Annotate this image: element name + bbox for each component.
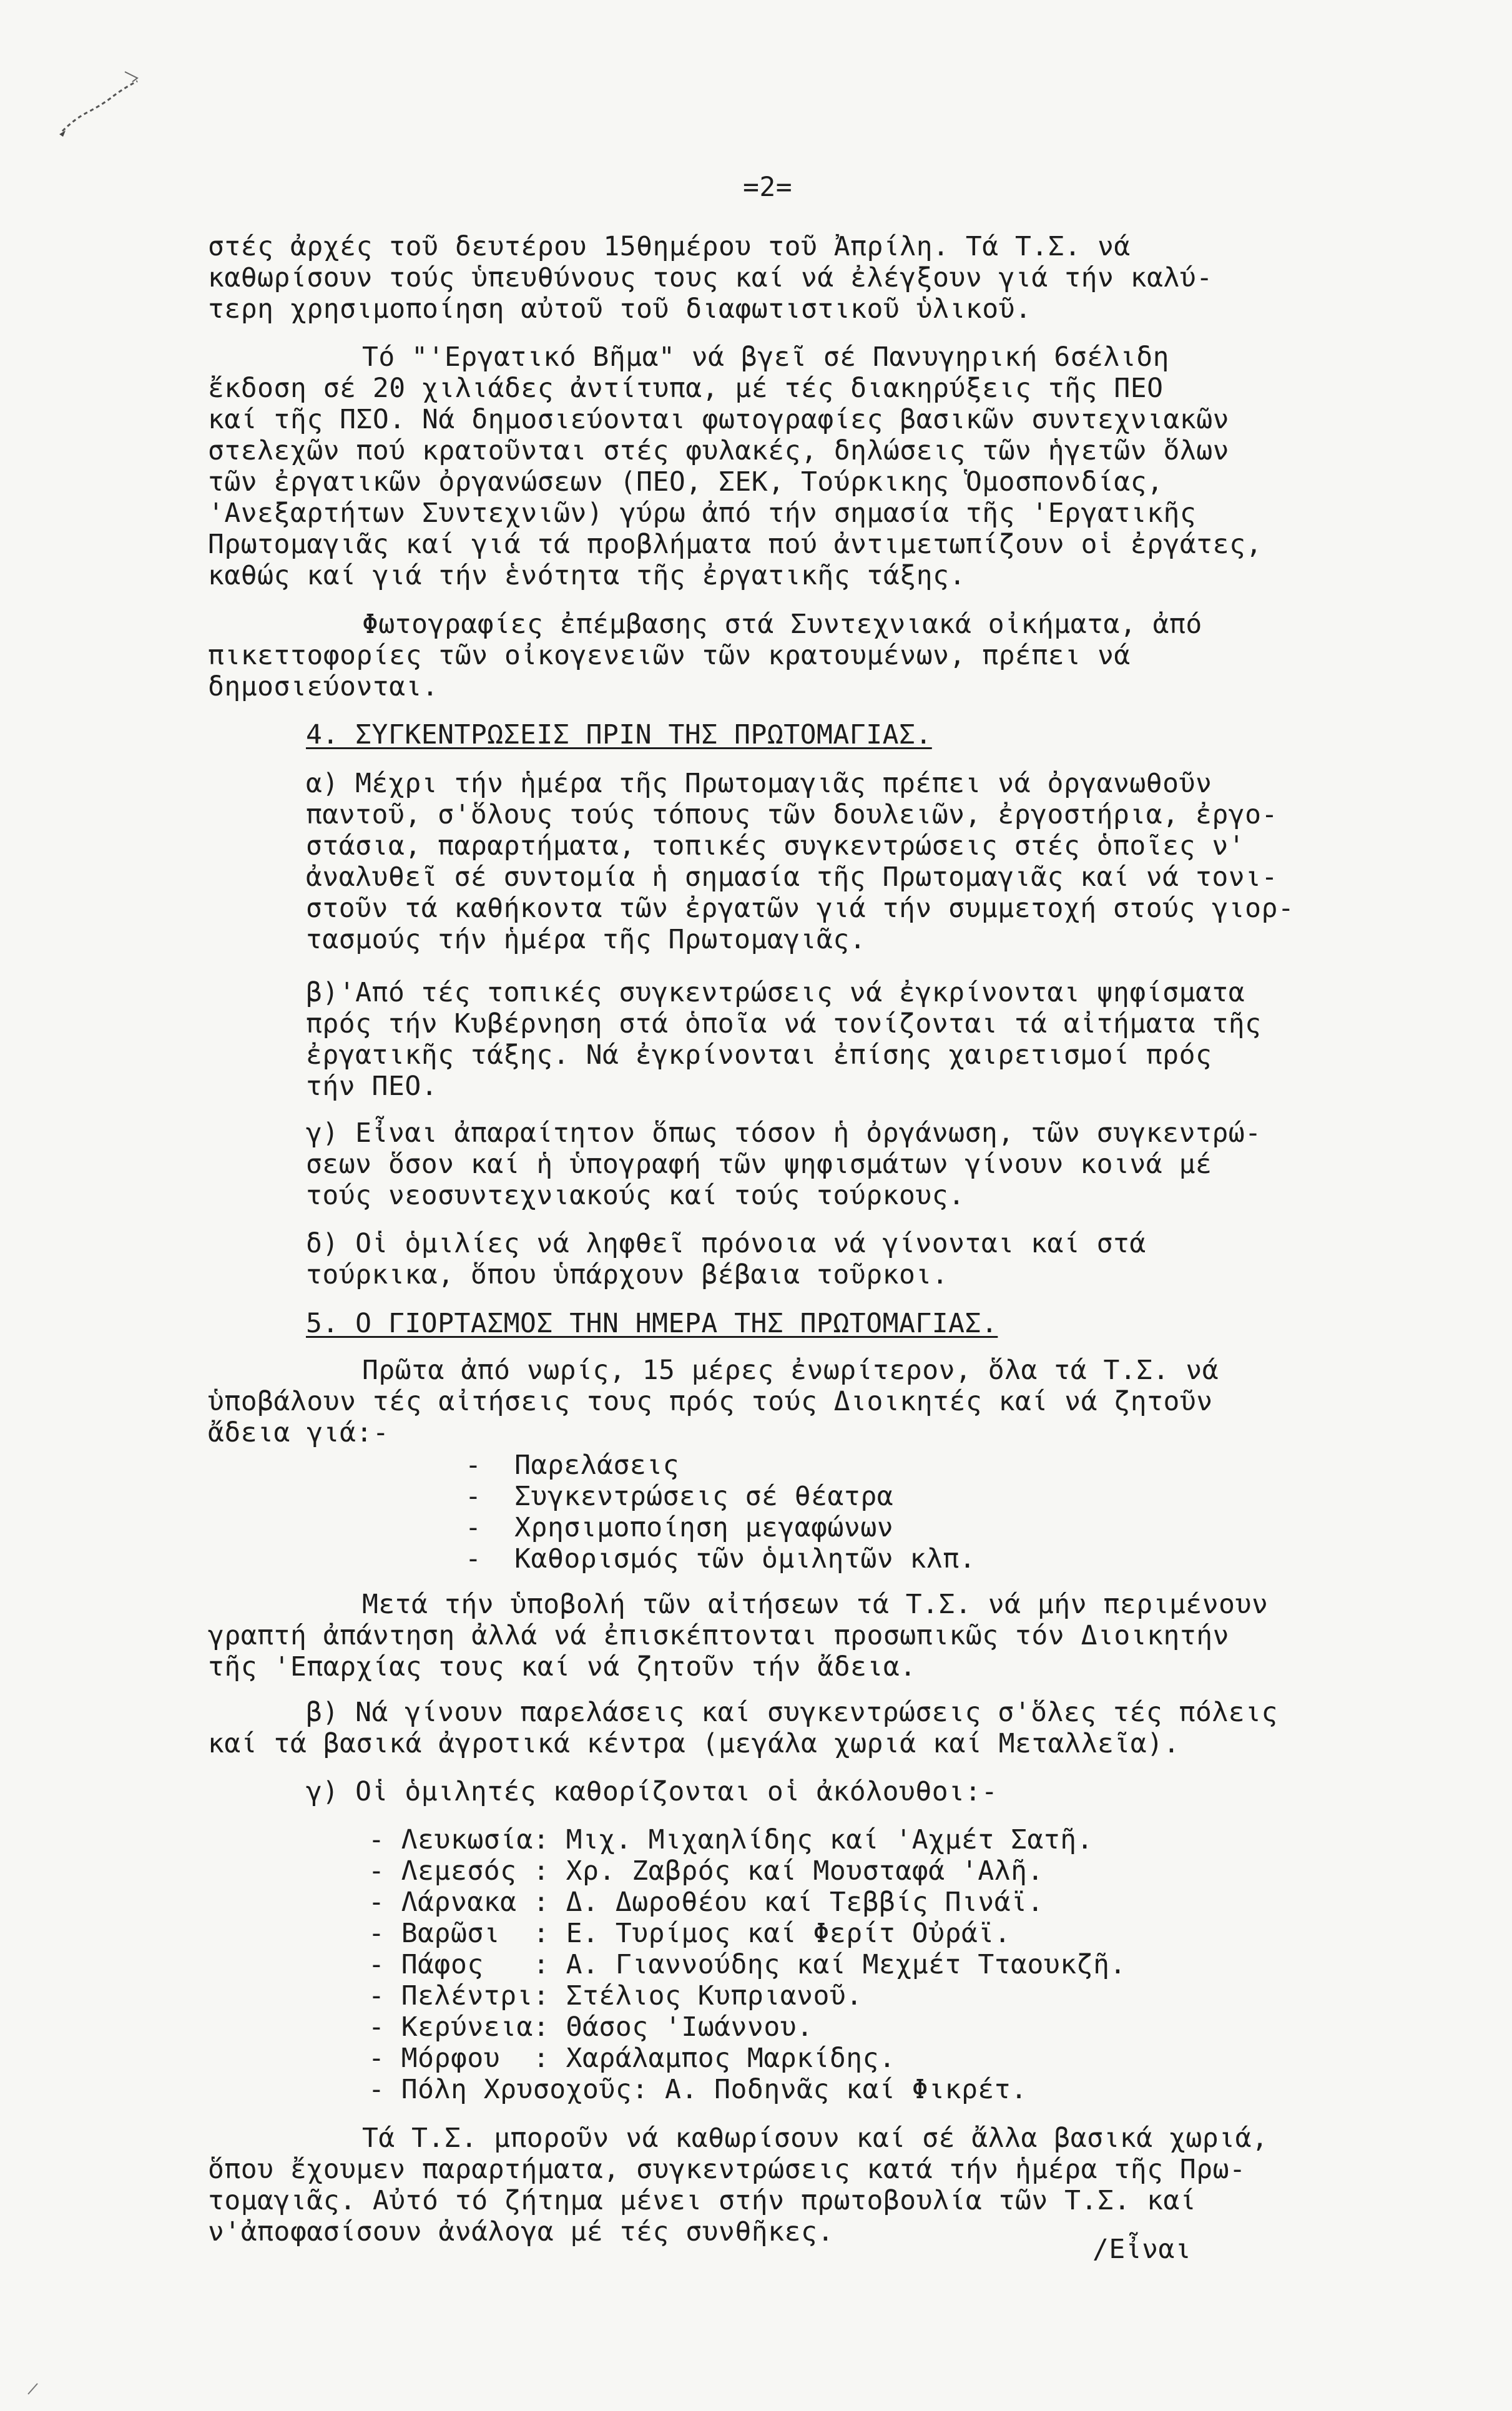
text-line: ἀναλυθεῖ σέ συντομία ἡ σημασία τῆς Πρωτομαγιᾶς καί νά τονι-: [306, 862, 1278, 893]
list-item: - Χρησιμοποίηση μεγαφώνων: [465, 1512, 894, 1543]
text-line: τήν ΠΕΟ.: [306, 1071, 438, 1102]
section-heading: 4. ΣΥΓΚΕΝΤΡΩΣΕΙΣ ΠΡΙΝ ΤΗΣ ΠΡΩΤΟΜΑΓΙΑΣ.: [306, 719, 932, 750]
text-line: δ) Οἱ ὁμιλίες νά ληφθεῖ πρόνοια νά γίνονται καί στά: [306, 1228, 1146, 1259]
text-line: γ) Εἶναι ἀπαραίτητον ὅπως τόσον ἡ ὀργάνωση, τῶν συγκεντρώ-: [306, 1117, 1262, 1149]
text-line: τερη χρησιμοποίηση αὐτοῦ τοῦ διαφωτιστικοῦ ὑλικοῦ.: [208, 293, 1032, 325]
text-line: 'Ανεξαρτήτων Συντεχνιῶν) γύρω ἀπό τήν σημασία τῆς 'Εργατικῆς: [208, 498, 1197, 529]
text-line: Φωτογραφίες ἐπέμβασης στά Συντεχνιακά οἰκήματα, ἀπό: [362, 609, 1202, 640]
text-line: καθωρίσουν τούς ὑπευθύνους τους καί νά ἐλέγξουν γιά τήν καλύ-: [208, 262, 1213, 293]
text-line: στές ἀρχές τοῦ δευτέρου 15θημέρου τοῦ Ἀπρίλη. Τά Τ.Σ. νά: [208, 231, 1131, 262]
text-line: στάσια, παραρτήματα, τοπικές συγκεντρώσεις στές ὁποῖες ν': [306, 830, 1245, 862]
text-line: β) Νά γίνουν παρελάσεις καί συγκεντρώσεις σ'ὅλες τές πόλεις: [306, 1697, 1278, 1728]
speaker-item: - Λάρνακα : Δ. Δωροθέου καί Τεββίς Πινάϊ.: [368, 1887, 1044, 1918]
page-number: =2=: [743, 172, 793, 203]
text-line: δημοσιεύονται.: [208, 671, 439, 702]
text-line: πικεττοφορίες τῶν οἰκογενειῶν τῶν κρατουμένων, πρέπει νά: [208, 640, 1131, 671]
speaker-item: - Λευκωσία: Μιχ. Μιχαηλίδης καί 'Αχμέτ Σατῆ.: [368, 1824, 1094, 1855]
speaker-item: - Πάφος : Α. Γιαννούδης καί Μεχμέτ Τταουκζῆ.: [368, 1949, 1126, 1980]
list-item: - Καθορισμός τῶν ὁμιλητῶν κλπ.: [465, 1543, 976, 1574]
list-item: - Συγκεντρώσεις σέ θέατρα: [465, 1481, 894, 1512]
text-line: πρός τήν Κυβέρνηση στά ὁποῖα νά τονίζονται τά αἰτήματα τῆς: [306, 1008, 1262, 1039]
text-line: τούρκικα, ὅπου ὑπάρχουν βέβαια τοῦρκοι.: [306, 1259, 949, 1290]
text-line: ἄδεια γιά:-: [208, 1417, 390, 1448]
speaker-item: - Μόρφου : Χαράλαμπος Μαρκίδης.: [368, 2043, 896, 2074]
list-item: - Παρελάσεις: [465, 1450, 680, 1481]
text-line: τομαγιᾶς. Αὐτό τό ζήτημα μένει στήν πρωτοβουλία τῶν Τ.Σ. καί: [208, 2185, 1197, 2216]
text-line: Τό "'Εργατικό Βῆμα" νά βγεῖ σέ Πανυγηρική 6σέλιδη: [362, 341, 1170, 373]
speaker-item: - Κερύνεια: Θάσος 'Ιωάννου.: [368, 2011, 813, 2043]
continuation-catchword: /Εἶναι: [1092, 2234, 1192, 2265]
text-line: τῆς 'Επαρχίας τους καί νά ζητοῦν τήν ἄδεια.: [208, 1651, 916, 1682]
text-line: καί τά βασικά ἀγροτικά κέντρα (μεγάλα χωριά καί Μεταλλεῖα).: [208, 1728, 1180, 1759]
text-line: παντοῦ, σ'ὅλους τούς τόπους τῶν δουλειῶν, ἐργοστήρια, ἐργο-: [306, 799, 1278, 830]
text-line: Πρωτομαγιᾶς καί γιά τά προβλήματα πού ἀντιμετωπίζουν οἱ ἐργάτες,: [208, 529, 1262, 560]
text-line: ν'ἀποφασίσουν ἀνάλογα μέ τές συνθῆκες.: [208, 2216, 834, 2247]
text-line: τούς νεοσυντεχνιακούς καί τούς τούρκους.: [306, 1180, 965, 1211]
text-line: ἐργατικῆς τάξης. Νά ἐγκρίνονται ἐπίσης χαιρετισμοί πρός: [306, 1039, 1212, 1071]
pen-scribble-mark: [50, 59, 156, 140]
text-line: τῶν ἐργατικῶν ὀργανώσεων (ΠΕΟ, ΣΕΚ, Τούρκικης Ὁμοσπονδίας,: [208, 466, 1164, 498]
text-line: γραπτή ἀπάντηση ἀλλά νά ἐπισκέπτονται προσωπικῶς τόν Διοικητήν: [208, 1620, 1230, 1651]
stray-mark: [25, 2379, 50, 2397]
text-line: β)'Από τές τοπικές συγκεντρώσεις νά ἐγκρίνονται ψηφίσματα: [306, 977, 1245, 1008]
speaker-item: - Βαρῶσι : Ε. Τυρίμος καί Φερίτ Οὐράϊ.: [368, 1918, 1011, 1949]
text-line: ὑποβάλουν τές αἰτήσεις τους πρός τούς Διοικητές καί νά ζητοῦν: [208, 1386, 1213, 1417]
text-line: γ) Οἱ ὁμιλητές καθορίζονται οἱ ἀκόλουθοι:-: [306, 1776, 998, 1807]
speaker-item: - Λεμεσός : Χρ. Ζαβρός καί Μουσταφά 'Αλῆ.: [368, 1855, 1044, 1887]
text-line: καί τῆς ΠΣΟ. Νά δημοσιεύονται φωτογραφίες βασικῶν συντεχνιακῶν: [208, 404, 1230, 435]
text-line: σεων ὅσον καί ἡ ὑπογραφή τῶν ψηφισμάτων γίνουν κοινά μέ: [306, 1149, 1212, 1180]
text-line: α) Μέχρι τήν ἡμέρα τῆς Πρωτομαγιᾶς πρέπει νά ὀργανωθοῦν: [306, 768, 1212, 799]
speaker-item: - Πελέντρι: Στέλιος Κυπριανοῦ.: [368, 1980, 863, 2011]
text-line: στελεχῶν πού κρατοῦνται στές φυλακές, δηλώσεις τῶν ἡγετῶν ὅλων: [208, 435, 1230, 466]
section-heading: 5. Ο ΓΙΟΡΤΑΣΜΟΣ ΤΗΝ ΗΜΕΡΑ ΤΗΣ ΠΡΩΤΟΜΑΓΙΑΣ.: [306, 1308, 998, 1339]
text-line: ἔκδοση σέ 20 χιλιάδες ἀντίτυπα, μέ τές διακηρύξεις τῆς ΠΕΟ: [208, 373, 1164, 404]
text-line: Μετά τήν ὑποβολή τῶν αἰτήσεων τά Τ.Σ. νά μήν περιμένουν: [362, 1589, 1269, 1620]
text-line: Πρῶτα ἀπό νωρίς, 15 μέρες ἐνωρίτερον, ὅλα τά Τ.Σ. νά: [362, 1355, 1219, 1386]
text-line: τασμούς τήν ἡμέρα τῆς Πρωτομαγιᾶς.: [306, 924, 866, 955]
text-line: στοῦν τά καθήκοντα τῶν ἐργατῶν γιά τήν συμμετοχή στούς γιορ-: [306, 893, 1295, 924]
speaker-item: - Πόλη Χρυσοχοῦς: Α. Ποδηνᾶς καί Φικρέτ.: [368, 2074, 1028, 2105]
text-line: Τά Τ.Σ. μποροῦν νά καθωρίσουν καί σέ ἄλλα βασικά χωριά,: [362, 2123, 1269, 2154]
text-line: καθώς καί γιά τήν ἑνότητα τῆς ἐργατικῆς τάξης.: [208, 560, 966, 591]
text-line: ὅπου ἔχουμεν παραρτήματα, συγκεντρώσεις κατά τήν ἡμέρα τῆς Πρω-: [208, 2154, 1246, 2185]
